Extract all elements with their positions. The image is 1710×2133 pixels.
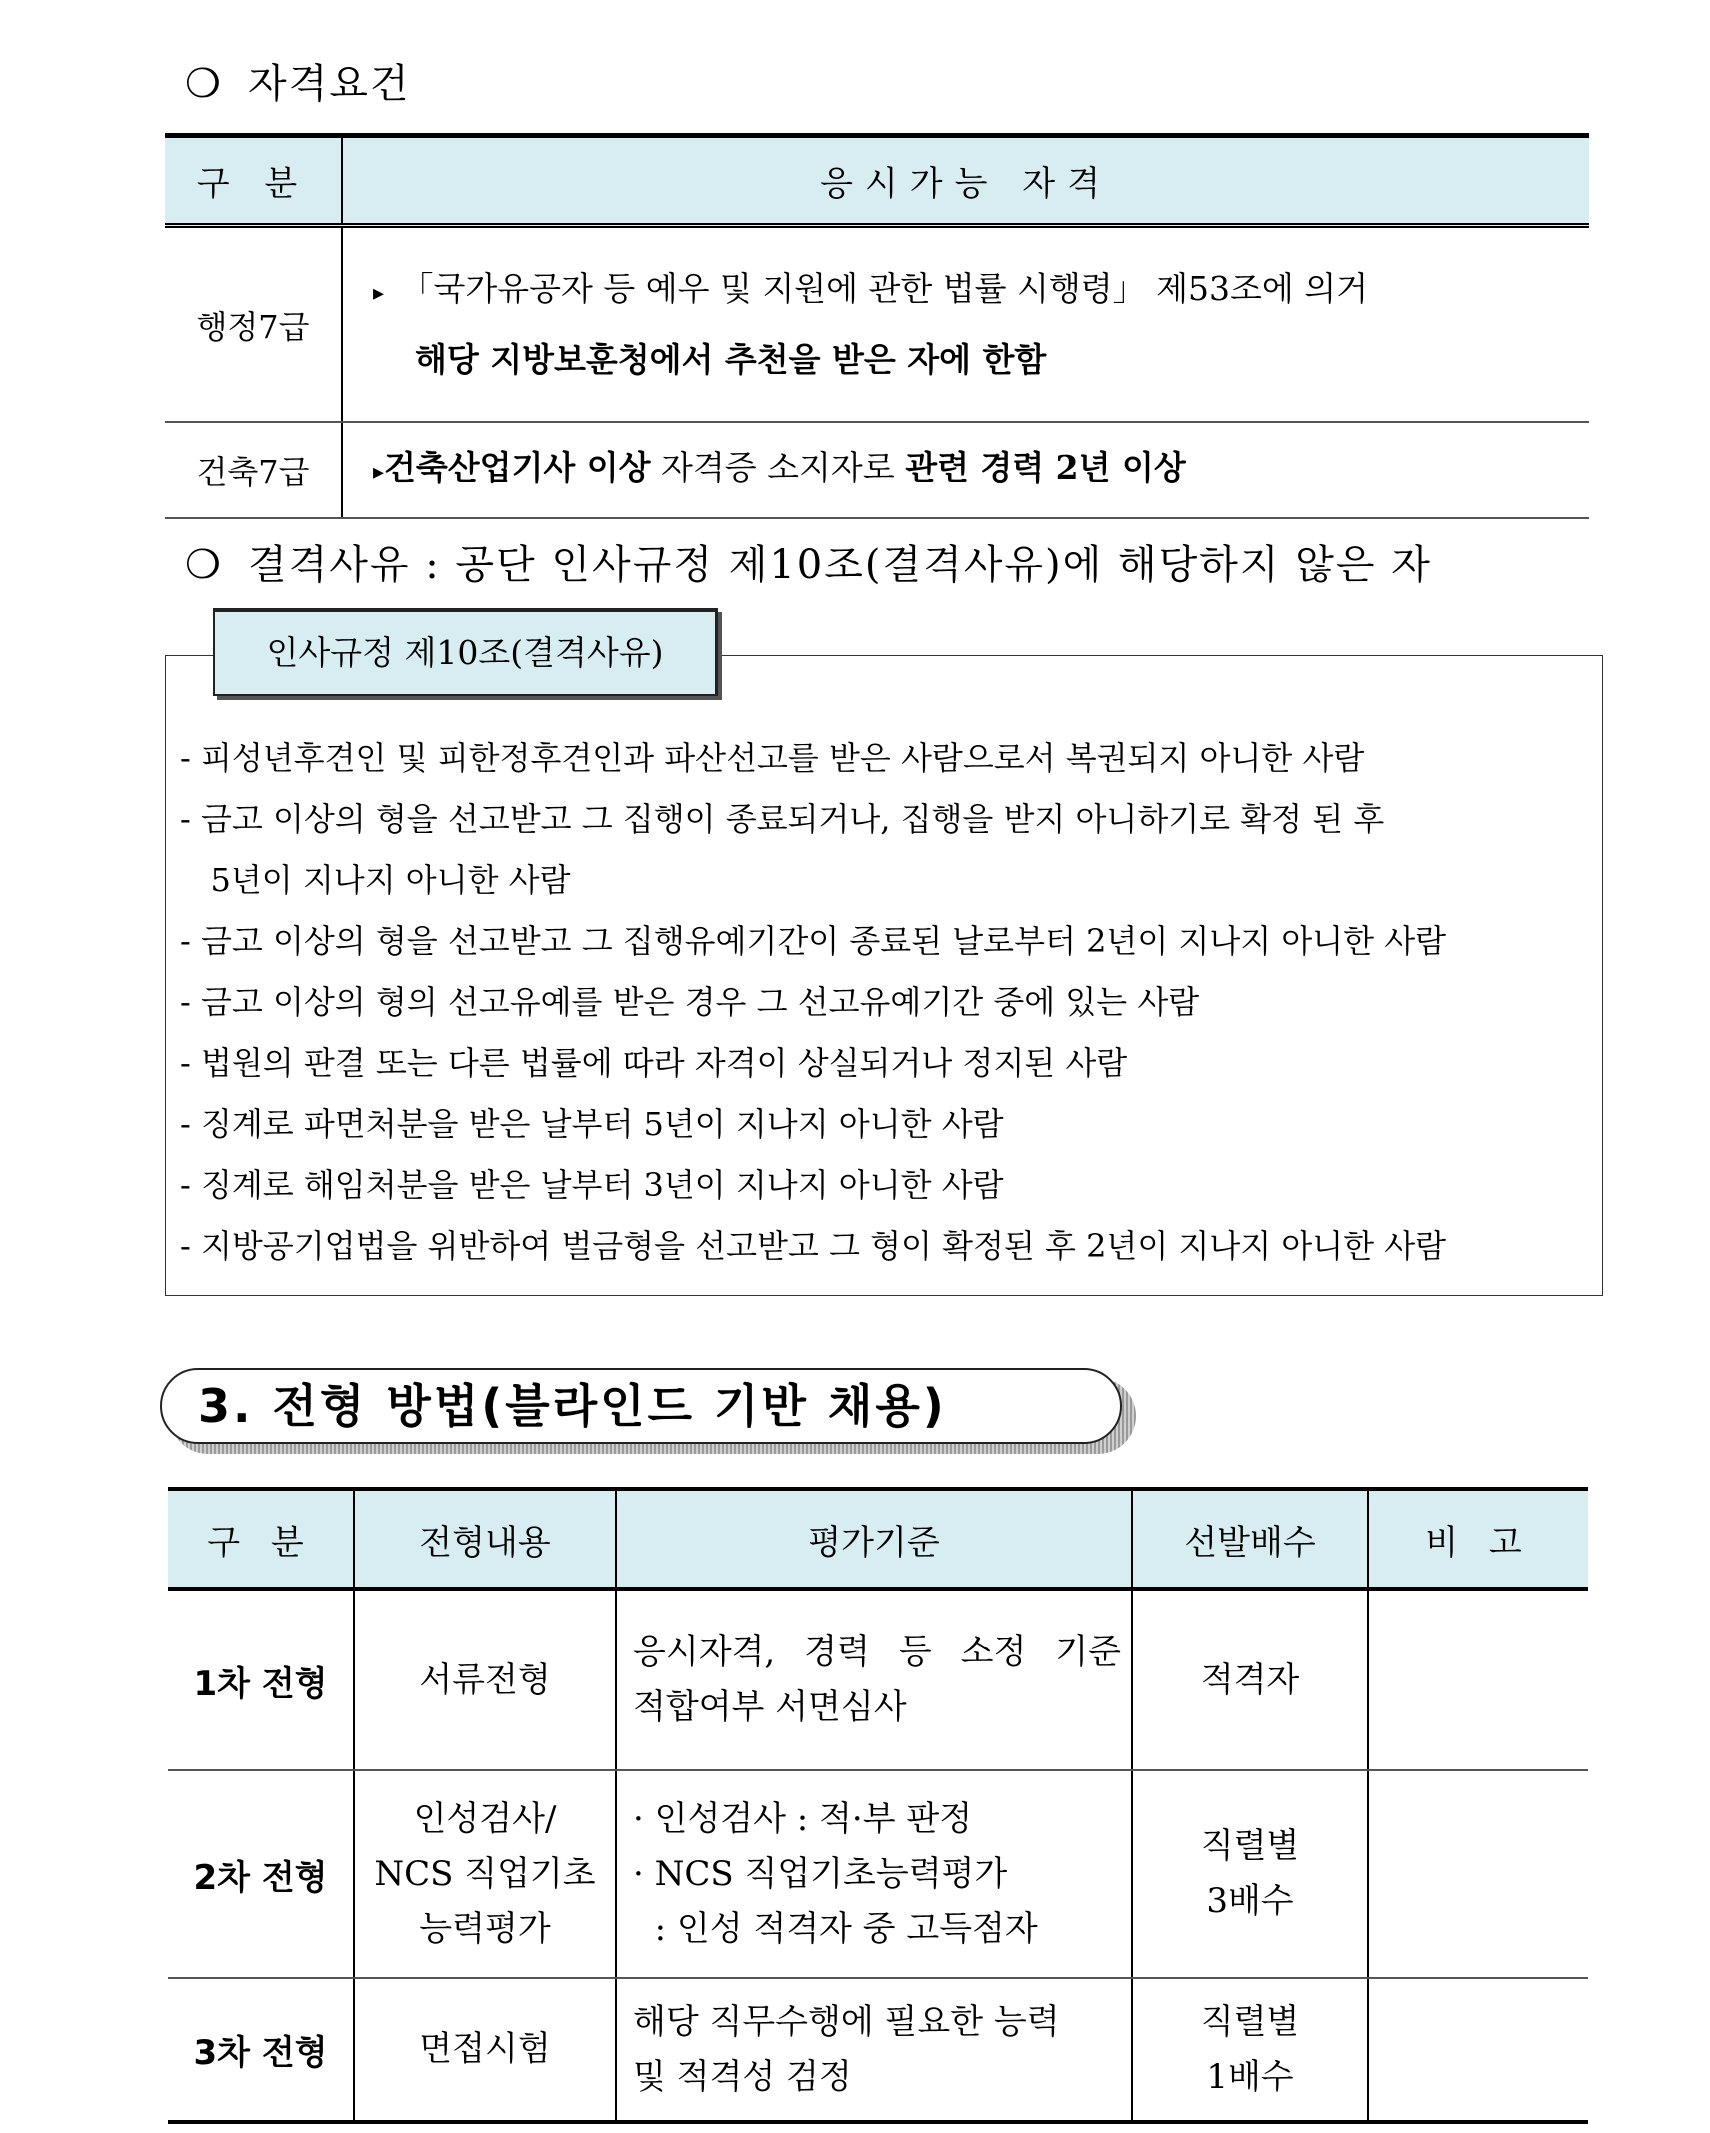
row-criteria: 해당 직무수행에 필요한 능력 및 적격성 검정: [616, 1978, 1132, 2122]
row-content: 면접시험: [354, 1978, 616, 2122]
row-stage: 1차 전형: [168, 1589, 354, 1770]
header-category: 구 분: [165, 136, 342, 226]
row-note: [1368, 1978, 1588, 2122]
section-title: 3. 전형 방법(블라인드 기반 채용): [198, 1379, 947, 1433]
row-multiplier: 직렬별 1배수: [1132, 1978, 1368, 2122]
description-line: ▸건축산업기사 이상 자격증 소지자로 관련 경력 2년 이상: [373, 447, 1186, 487]
list-item: - 금고 이상의 형의 선고유예를 받은 경우 그 선고유예기간 중에 있는 사람: [180, 983, 1200, 1021]
table-row: [165, 226, 1589, 423]
triangle-bullet-icon: ▸: [373, 459, 385, 485]
row-multiplier: 적격자: [1132, 1589, 1368, 1770]
list-item: - 피성년후견인 및 피한정후견인과 파산선고를 받은 사람으로서 복권되지 아니한 사람: [180, 739, 1365, 777]
table-row: [168, 1589, 1588, 1770]
header-content: 전형내용: [354, 1489, 616, 1589]
description-line-bold: 해당 지방보훈청에서 추천을 받은 자에 한함: [415, 340, 1047, 379]
qualification-heading: [185, 52, 411, 109]
row-description: [342, 226, 1589, 423]
row-description: [342, 422, 1589, 518]
list-item: - 징계로 해임처분을 받은 날부터 3년이 지나지 아니한 사람: [180, 1166, 1004, 1204]
circle-bullet-icon: ❍: [185, 542, 221, 588]
header-content: 응시가능 자격: [820, 164, 1112, 204]
qualification-table: [165, 133, 1589, 519]
list-item: - 징계로 파면처분을 받은 날부터 5년이 지나지 아니한 사람: [180, 1105, 1004, 1143]
row-content: 인성검사/ NCS 직업기초 능력평가: [354, 1770, 616, 1978]
description-line: ▸ 「국가유공자 등 예우 및 지원에 관한 법률 시행령」 제53조에 의거: [373, 269, 1369, 308]
header-note: 비 고: [1368, 1489, 1588, 1589]
list-item: - 금고 이상의 형을 선고받고 그 집행이 종료되거나, 집행을 받지 아니하기로 확정 된 후: [180, 800, 1385, 838]
qualification-table-header: [165, 136, 1589, 226]
disqualification-list: [180, 728, 1590, 1277]
disqualification-box-title: 인사규정 제10조(결격사유): [213, 608, 718, 696]
disqualification-heading: [185, 533, 1432, 590]
row-criteria: 응시자격, 경력 등 소정 기준 적합여부 서면심사: [616, 1589, 1132, 1770]
disqualification-title: 결격사유 : 공단 인사규정 제10조(결격사유)에 해당하지 않은 자: [247, 542, 1432, 588]
selection-table-header: [168, 1489, 1588, 1589]
header-multiplier: 선발배수: [1132, 1489, 1368, 1589]
row-category: 행정7급: [165, 226, 342, 423]
row-stage: 3차 전형: [168, 1978, 354, 2122]
list-item: - 금고 이상의 형을 선고받고 그 집행유예기간이 종료된 날로부터 2년이 지나지 아니한 사람: [180, 922, 1447, 960]
table-row: [168, 1770, 1588, 1978]
list-item: - 법원의 판결 또는 다른 법률에 따라 자격이 상실되거나 정지된 사람: [180, 1044, 1128, 1082]
table-row: [168, 1978, 1588, 2122]
circle-bullet-icon: ❍: [185, 61, 221, 107]
row-note: [1368, 1770, 1588, 1978]
row-criteria: · 인성검사 : 적·부 판정 · NCS 직업기초능력평가 : 인성 적격자 중 고득점자: [616, 1770, 1132, 1978]
qualification-title: 자격요건: [247, 61, 411, 107]
row-stage: 2차 전형: [168, 1770, 354, 1978]
list-item: 5년이 지나지 아니한 사람: [180, 861, 571, 899]
list-item: - 지방공기업법을 위반하여 벌금형을 선고받고 그 형이 확정된 후 2년이 지나지 아니한 사람: [180, 1227, 1447, 1265]
triangle-bullet-icon: ▸: [373, 281, 385, 306]
row-category: 건축7급: [165, 422, 342, 518]
row-note: [1368, 1589, 1588, 1770]
header-stage: 구 분: [168, 1489, 354, 1589]
selection-table: [168, 1487, 1588, 2124]
table-row: [165, 422, 1589, 518]
header-criteria: 평가기준: [616, 1489, 1132, 1589]
row-content: 서류전형: [354, 1589, 616, 1770]
row-multiplier: 직렬별 3배수: [1132, 1770, 1368, 1978]
